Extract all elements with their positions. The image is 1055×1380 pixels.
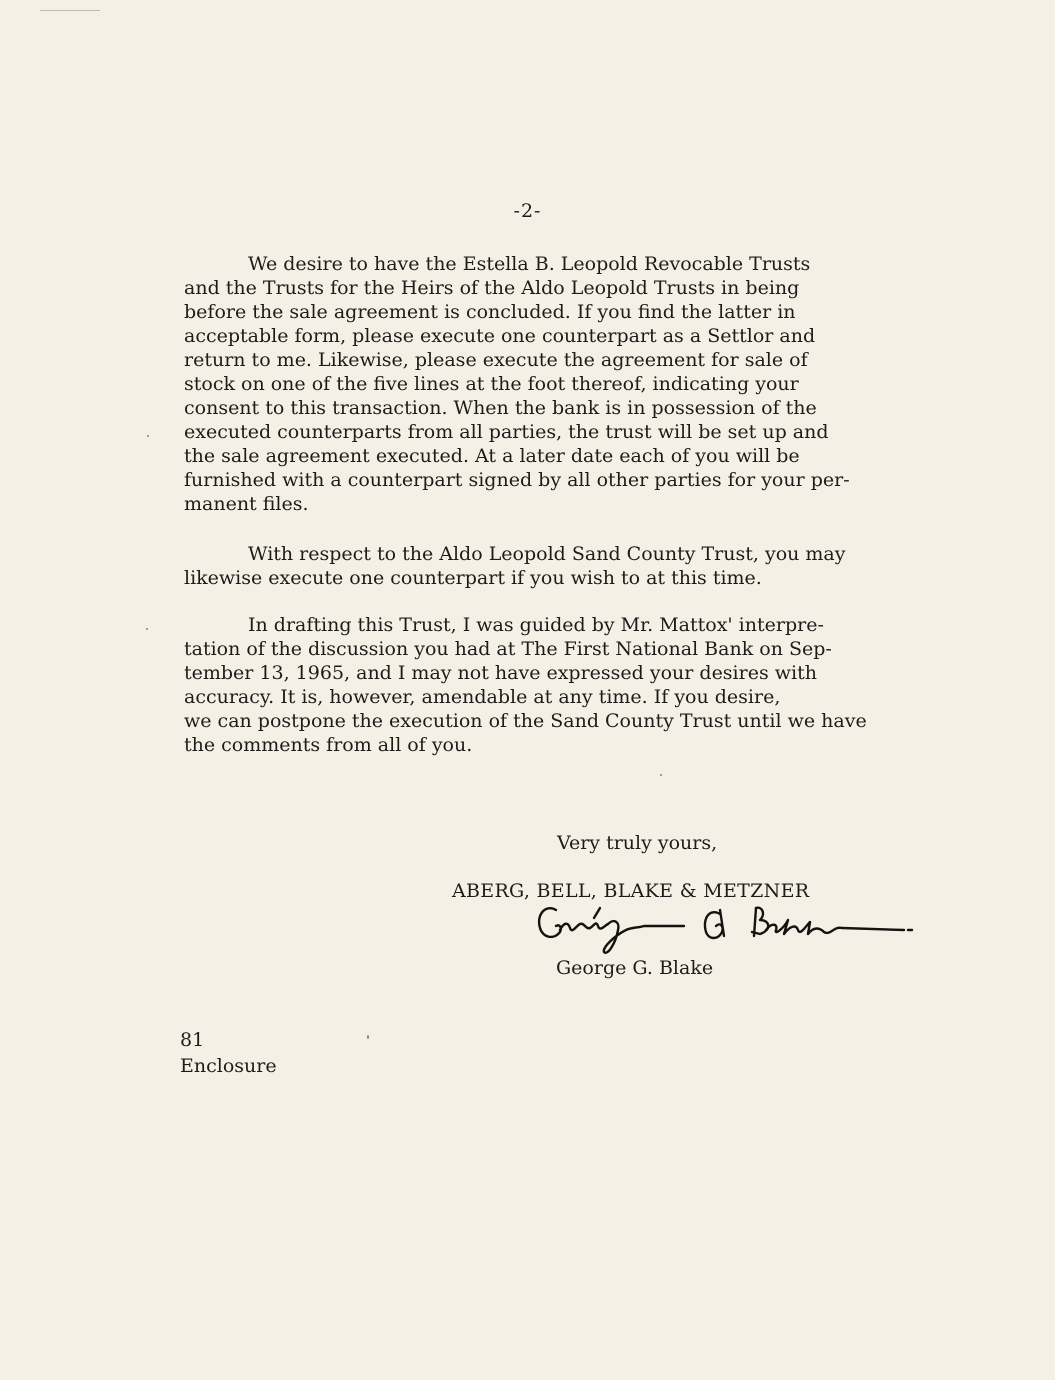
- text-line: stock on one of the five lines at the foot thereof, indicating your: [184, 373, 799, 395]
- typist-initials: 81: [180, 1029, 205, 1051]
- firm-name: ABERG, BELL, BLAKE & METZNER: [452, 880, 810, 902]
- text-line: furnished with a counterpart signed by all other parties for your per-: [184, 469, 850, 491]
- enclosure-note: Enclosure: [180, 1055, 277, 1077]
- text-line: executed counterparts from all parties, the trust will be set up and: [184, 421, 829, 443]
- paper-speck: [147, 435, 149, 437]
- text-line: acceptable form, please execute one counterpart as a Settlor and: [184, 325, 816, 347]
- text-line: the sale agreement executed. At a later date each of you will be: [184, 445, 800, 467]
- paragraph-1: [184, 252, 944, 516]
- text-line: consent to this transaction. When the bank is in possession of the: [184, 397, 817, 419]
- text-line: tember 13, 1965, and I may not have expressed your desires with: [184, 662, 817, 684]
- paragraph-3: [184, 613, 944, 757]
- text-line: accuracy. It is, however, amendable at any time. If you desire,: [184, 686, 781, 708]
- reference-block: [180, 1027, 277, 1079]
- text-line: return to me. Likewise, please execute the agreement for sale of: [184, 349, 808, 371]
- paper-speck: [660, 774, 662, 776]
- text-line: We desire to have the Estella B. Leopold Revocable Trusts: [248, 253, 811, 275]
- letter-body: [184, 252, 944, 540]
- letter-body-2: [184, 542, 944, 614]
- text-line: In drafting this Trust, I was guided by Mr. Mattox' interpre-: [248, 614, 824, 636]
- text-line: we can postpone the execution of the Sand County Trust until we have: [184, 710, 867, 732]
- text-line: With respect to the Aldo Leopold Sand County Trust, you may: [248, 543, 846, 565]
- handwritten-signature: [534, 896, 924, 962]
- page-number: -2-: [513, 200, 542, 222]
- text-line: tation of the discussion you had at The First National Bank on Sep-: [184, 638, 832, 660]
- text-line: before the sale agreement is concluded. If you find the latter in: [184, 301, 796, 323]
- signer-name: George G. Blake: [556, 957, 714, 979]
- text-line: the comments from all of you.: [184, 734, 473, 756]
- text-line: likewise execute one counterpart if you wish to at this time.: [184, 567, 762, 589]
- paper-speck: [367, 1035, 369, 1039]
- text-line: manent files.: [184, 493, 309, 515]
- text-line: and the Trusts for the Heirs of the Aldo Leopold Trusts in being: [184, 277, 800, 299]
- paragraph-2: [184, 542, 944, 590]
- letter-body-3: [184, 613, 944, 781]
- paper-speck: [146, 628, 148, 630]
- complimentary-close: Very truly yours,: [557, 832, 718, 854]
- paper-speck: [40, 10, 100, 11]
